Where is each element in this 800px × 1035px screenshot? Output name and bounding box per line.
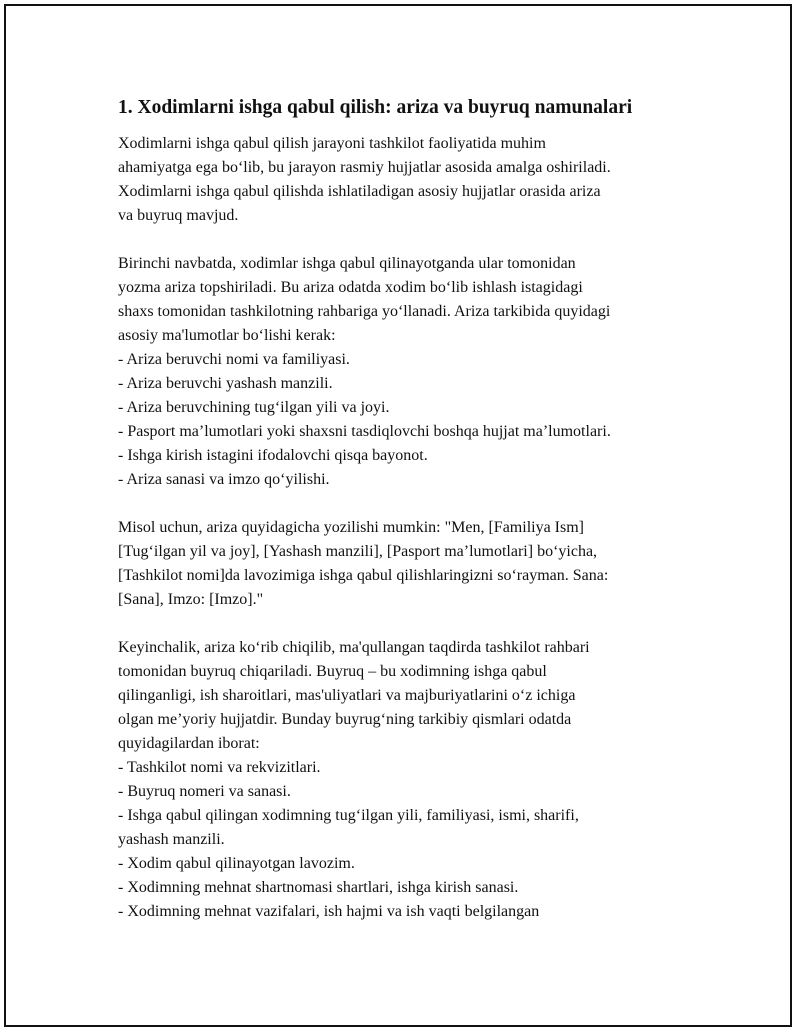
list-item: - Ariza sanasi va imzo qo‘yilishi. [118,471,330,488]
buyruq-paragraph [118,636,698,924]
text-line: ahamiyatga ega bo‘lib, bu jarayon rasmiy hujjatlar asosida amalga oshiriladi. [118,159,611,176]
list-item: - Buyruq nomeri va sanasi. [118,783,291,800]
text-line: Keyinchalik, ariza ko‘rib chiqilib, ma'qullangan taqdirda tashkilot rahbari [118,639,590,656]
example-paragraph [118,516,698,612]
text-line: qilinganligi, ish sharoitlari, mas'uliyatlari va majburiyatlarini o‘z ichiga [118,687,576,704]
text-line: yozma ariza topshiriladi. Bu ariza odatda xodim bo‘lib ishlash istagidagi [118,279,583,296]
document-title: 1. Xodimlarni ishga qabul qilish: ariza va buyruq namunalari [118,97,633,118]
document-body [118,96,698,924]
text-line: [Sana], Imzo: [Imzo]." [118,591,264,608]
text-line: Birinchi navbatda, xodimlar ishga qabul qilinayotganda ular tomonidan [118,255,576,272]
list-item: - Xodimning mehnat shartnomasi shartlari, ishga kirish sanasi. [118,879,519,896]
text-line: [Tug‘ilgan yil va joy], [Yashash manzili], [Pasport ma’lumotlari] bo‘yicha, [118,543,598,560]
list-item: - Pasport ma’lumotlari yoki shaxsni tasdiqlovchi boshqa hujjat ma’lumotlari. [118,423,611,440]
text-line: [Tashkilot nomi]da lavozimiga ishga qabul qilishlaringizni so‘rayman. Sana: [118,567,609,584]
list-item: - Ishga kirish istagini ifodalovchi qisqa bayonot. [118,447,428,464]
text-line: asosiy ma'lumotlar bo‘lishi kerak: [118,327,336,344]
list-item: yashash manzili. [118,831,225,848]
list-item: - Tashkilot nomi va rekvizitlari. [118,759,321,776]
text-line: tomonidan buyruq chiqariladi. Buyruq – bu xodimning ishga qabul [118,663,547,680]
list-item: - Ariza beruvchining tug‘ilgan yili va joyi. [118,399,390,416]
text-line: olgan me’yoriy hujjatdir. Bunday buyrug‘ning tarkibiy qismlari odatda [118,711,572,728]
list-item: - Ariza beruvchi nomi va familiyasi. [118,351,350,368]
text-line: quyidagilardan iborat: [118,735,260,752]
list-item: - Ariza beruvchi yashash manzili. [118,375,333,392]
list-item: - Xodim qabul qilinayotgan lavozim. [118,855,355,872]
text-line: shaxs tomonidan tashkilotning rahbariga yo‘llanadi. Ariza tarkibida quyidagi [118,303,611,320]
text-line: va buyruq mavjud. [118,207,239,224]
list-item: - Ishga qabul qilingan xodimning tug‘ilgan yili, familiyasi, ismi, sharifi, [118,807,579,824]
intro-paragraph [118,132,698,228]
text-line: Xodimlarni ishga qabul qilish jarayoni tashkilot faoliyatida muhim [118,135,546,152]
text-line: Misol uchun, ariza quyidagicha yozilishi mumkin: "Men, [Familiya Ism] [118,519,585,536]
ariza-paragraph [118,252,698,492]
text-line: Xodimlarni ishga qabul qilishda ishlatiladigan asosiy hujjatlar orasida ariza [118,183,601,200]
list-item: - Xodimning mehnat vazifalari, ish hajmi va ish vaqti belgilangan [118,903,540,920]
